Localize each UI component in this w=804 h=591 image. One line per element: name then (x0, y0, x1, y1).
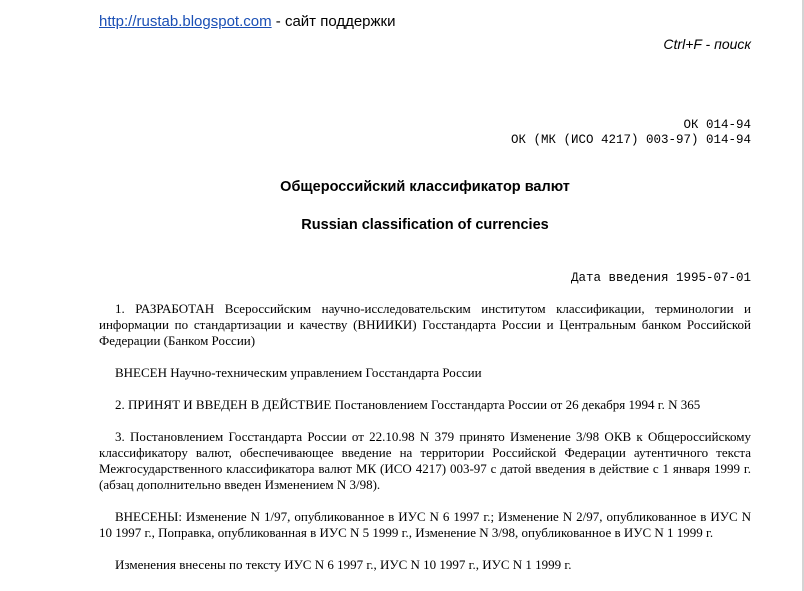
support-site-link[interactable]: http://rustab.blogspot.com (99, 13, 272, 30)
classifier-codes (511, 118, 751, 148)
paragraph-adopted: 2. ПРИНЯТ И ВВЕДЕН В ДЕЙСТВИЕ Постановлением Госстандарта России от 26 декабря 1994 г. N 365 (115, 397, 701, 412)
title-russian: Общероссийский классификатор валют (280, 179, 570, 195)
paragraph-resolution: 3. Постановлением Госстандарта России от 22.10.98 N 379 принято Изменение 3/98 ОКВ к Общероссийскому классификатору валют, обеспечивающее введение на территории Российской Федерации аутентичного текста Межгосударственного классификатора валют МК (ИСО 4217) 003-97 с датой введения в действие с 1 января 1999 г. (абзац дополнительно введен Изменением N 3/98). (99, 429, 751, 492)
support-label: - сайт поддержки (271, 13, 396, 30)
paragraph-changes-text: Изменения внесены по тексту ИУС N 6 1997 г., ИУС N 10 1997 г., ИУС N 1 1999 г. (115, 557, 572, 572)
code-line-2: ОК (МК (ИСО 4217) 003-97) 014-94 (510, 133, 751, 147)
paragraph-introduced: ВНЕСЕН Научно-техническим управлением Госстандарта России (115, 365, 482, 380)
support-line (99, 13, 396, 30)
paragraph-developed: 1. РАЗРАБОТАН Всероссийским научно-исследовательским институтом классификации, терминологии и информации по стандартизации и качеству (ВНИИКИ) Госстандарта России и Центральным банком Российской Федерации (Банком России) (99, 301, 751, 348)
search-hint: Ctrl+F - поиск (663, 36, 751, 52)
title-english: Russian classification of currencies (301, 217, 549, 233)
paragraph-amendments: ВНЕСЕНЫ: Изменение N 1/97, опубликованное в ИУС N 6 1997 г.; Изменение N 2/97, опубликованное в ИУС N 10 1997 г., Поправка, опубликованная в ИУС N 5 1999 г., Изменение N 3/98, опубликованное в ИУС N 1 1999 г. (99, 509, 751, 540)
introduction-date: Дата введения 1995-07-01 (570, 271, 751, 285)
code-line-1: ОК 014-94 (683, 118, 751, 132)
